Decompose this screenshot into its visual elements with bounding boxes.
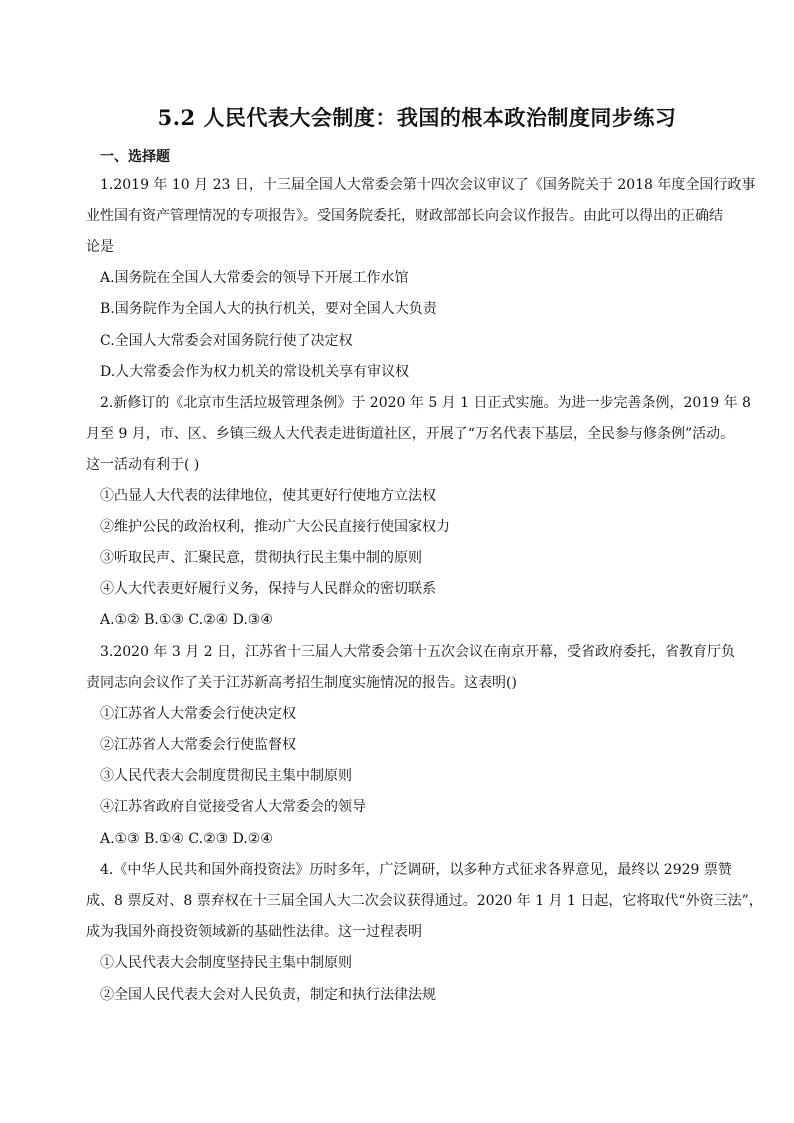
q1-option-a: A.国务院在全国人大常委会的领导下开展工作水馆 <box>100 270 409 286</box>
q2-choices: A.①② B.①③ C.②④ D.③④ <box>100 612 273 628</box>
section-heading: 一、选择题 <box>100 149 170 165</box>
q4-item-1: ①人民代表大会制度坚持民主集中制原则 <box>100 955 352 971</box>
q2-item-4: ④人大代表更好履行义务，保持与人民群众的密切联系 <box>100 581 436 597</box>
q2-line-1: 2.新修订的《北京市生活垃圾管理条例》于 2020 年 5 月 1 日正式实施。为进一步完善条例，2019 年 8 <box>100 395 751 411</box>
q4-line-3: 成为我国外商投资领域新的基础性法律。这一过程表明 <box>86 924 422 940</box>
q3-line-2: 责同志向会议作了关于江苏新高考招生制度实施情况的报告。这表明() <box>86 675 517 691</box>
q3-line-1: 3.2020 年 3 月 2 日，江苏省十三届人大常委会第十五次会议在南京开幕，受省政府委托，省教育厅负 <box>100 644 736 660</box>
q1-option-d: D.人大常委会作为权力机关的常设机关享有审议权 <box>100 364 410 380</box>
q4-item-2: ②全国人民代表大会对人民负责，制定和执行法律法规 <box>100 987 436 1003</box>
q2-line-3: 这一活动有利于( ) <box>86 457 200 473</box>
q2-item-2: ②维护公民的政治权利，推动广大公民直接行使国家权力 <box>100 519 450 535</box>
q3-item-2: ②江苏省人大常委会行使监督权 <box>100 737 296 753</box>
q4-line-1: 4.《中华人民共和国外商投资法》历时多年，广泛调研，以多种方式征求各界意见，最终以 2929 票赞 <box>100 862 732 878</box>
q3-item-3: ③人民代表大会制度贯彻民主集中制原则 <box>100 768 352 784</box>
q1-line-1: 1.2019 年 10 月 23 日，十三届全国人大常委会第十四次会议审议了《国务院关于 2018 年度全国行政事 <box>100 177 756 193</box>
q1-line-2: 业性国有资产管理情况的专项报告》。受国务院委托，财政部部长向会议作报告。由此可以得出的正确结 <box>86 208 723 224</box>
q3-choices: A.①③ B.①④ C.②③ D.②④ <box>100 831 273 847</box>
q4-line-2: 成、8 票反对、8 票弃权在十三届全国人大二次会议获得通过。2020 年 1 月 1 日起，它将取代“外资三法”， <box>86 893 763 909</box>
q3-item-1: ①江苏省人大常委会行使决定权 <box>100 706 296 722</box>
q3-item-4: ④江苏省政府自觉接受省人大常委会的领导 <box>100 799 366 815</box>
q1-option-c: C.全国人大常委会对国务院行使了决定权 <box>100 333 353 349</box>
q2-line-2: 月至 9 月，市、区、乡镇三级人大代表走进街道社区，开展了“万名代表下基层，全民参与修条例”活动。 <box>86 426 735 442</box>
q2-item-1: ①凸显人大代表的法律地位，使其更好行使地方立法权 <box>100 488 436 504</box>
q1-option-b: B.国务院作为全国人大的执行机关，要对全国人大负责 <box>100 301 437 317</box>
q2-item-3: ③听取民声、汇聚民意，贯彻执行民主集中制的原则 <box>100 550 422 566</box>
q1-line-3: 论是 <box>86 239 114 255</box>
page-title: 5.2 人民代表大会制度：我国的根本政治制度同步练习 <box>157 105 677 130</box>
